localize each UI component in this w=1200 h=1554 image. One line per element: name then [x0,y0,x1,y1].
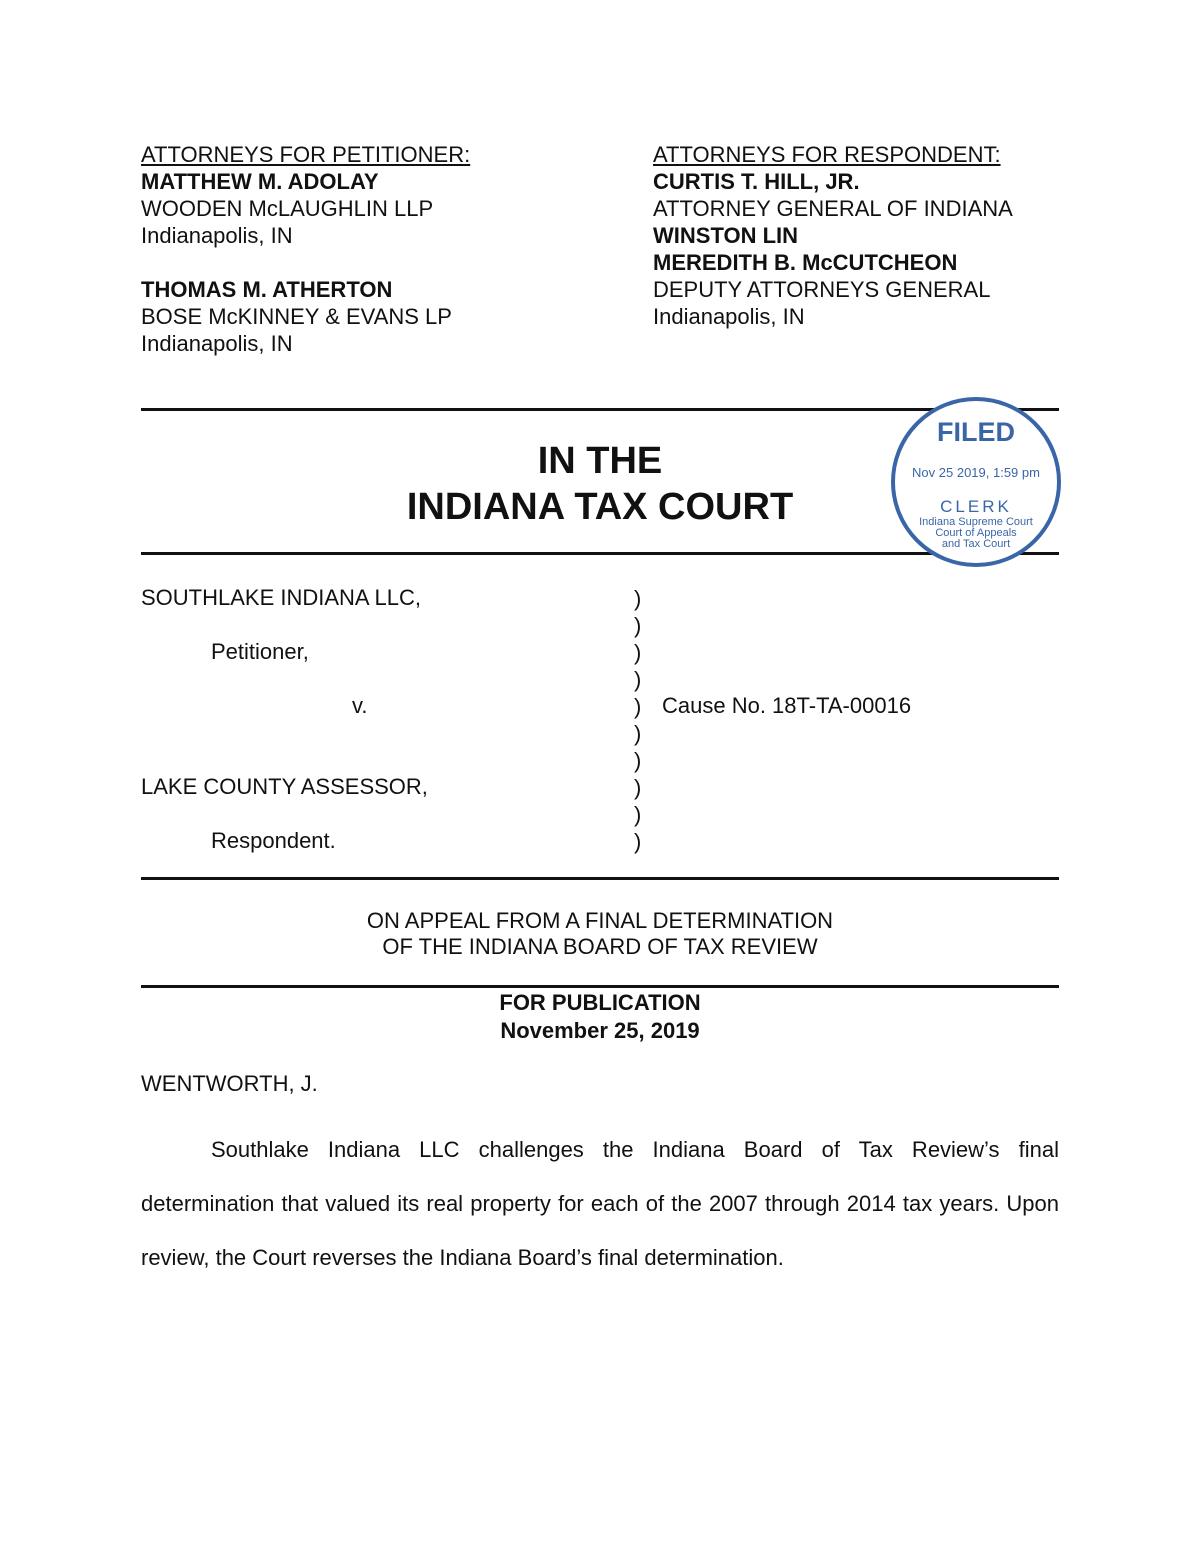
paragraph-text: Southlake Indiana LLC challenges the Indiana Board of Tax Review’s final determination that valued its real property for each of the 2007 through 2014 tax years. Upon review, the Court reverses the Indiana Board’s final determination. [141,1137,1059,1270]
attorney-firm: WOODEN McLAUGHLIN LLP [141,196,434,221]
cause-number: Cause No. 18T-TA-00016 [662,693,912,718]
appeal-line: ON APPEAL FROM A FINAL DETERMINATION [366,908,834,933]
respondent-attorneys-heading: ATTORNEYS FOR RESPONDENT: [653,142,1001,167]
divider [141,552,1059,555]
caption-petitioner-role: Petitioner, [211,639,309,664]
attorney-city: Indianapolis, IN [141,331,293,356]
attorney-title: ATTORNEY GENERAL OF INDIANA [653,196,1013,221]
filed-stamp [891,397,1061,567]
opening-paragraph [141,1123,1059,1285]
appeal-notice [141,908,1059,960]
divider [141,985,1059,988]
divider [141,408,1059,411]
attorney-city: Indianapolis, IN [141,223,293,248]
publication-block [141,989,1059,1045]
caption-petitioner: SOUTHLAKE INDIANA LLC, [141,585,421,610]
attorney-name: MEREDITH B. McCUTCHEON [653,250,958,275]
stamp-clerk-label: CLERK [940,497,1012,516]
caption-paren: ) [634,640,642,665]
spacer [141,249,470,276]
attorney-city: Indianapolis, IN [653,304,805,329]
caption-paren: ) [634,694,642,719]
caption-paren: ) [634,667,642,692]
stamp-court-line: Indiana Supreme Court [919,516,1033,528]
court-title-line: INDIANA TAX COURT [406,486,794,528]
petitioner-attorneys-block [141,141,470,357]
stamp-filed-label: FILED [937,417,1015,447]
stamp-date: Nov 25 2019, 1:59 pm [912,465,1040,480]
caption-paren: ) [634,802,642,827]
respondent-attorneys-block [653,141,1013,330]
caption-respondent-role: Respondent. [211,828,336,853]
petitioner-attorneys-heading: ATTORNEYS FOR PETITIONER: [141,142,471,167]
court-title-line: IN THE [537,440,663,482]
attorney-name: THOMAS M. ATHERTON [141,277,393,302]
judge-name: WENTWORTH, J. [141,1071,318,1096]
publication-date: November 25, 2019 [500,1018,700,1043]
divider [141,877,1059,880]
caption-paren: ) [634,613,642,638]
attorney-title: DEPUTY ATTORNEYS GENERAL [653,277,991,302]
caption-paren: ) [634,775,642,800]
attorney-name: MATTHEW M. ADOLAY [141,169,379,194]
attorney-name: WINSTON LIN [653,223,799,248]
attorney-firm: BOSE McKINNEY & EVANS LP [141,304,452,329]
caption-versus: v. [352,693,368,718]
caption-respondent: LAKE COUNTY ASSESSOR, [141,774,428,799]
stamp-court-line: Court of Appeals [935,527,1017,539]
publication-label: FOR PUBLICATION [499,990,701,1015]
caption-paren: ) [634,586,642,611]
caption-paren: ) [634,721,642,746]
caption-paren: ) [634,829,642,854]
stamp-court-line: and Tax Court [941,538,1011,550]
caption-paren: ) [634,748,642,773]
appeal-line: OF THE INDIANA BOARD OF TAX REVIEW [382,934,818,959]
attorney-name: CURTIS T. HILL, JR. [653,169,860,194]
